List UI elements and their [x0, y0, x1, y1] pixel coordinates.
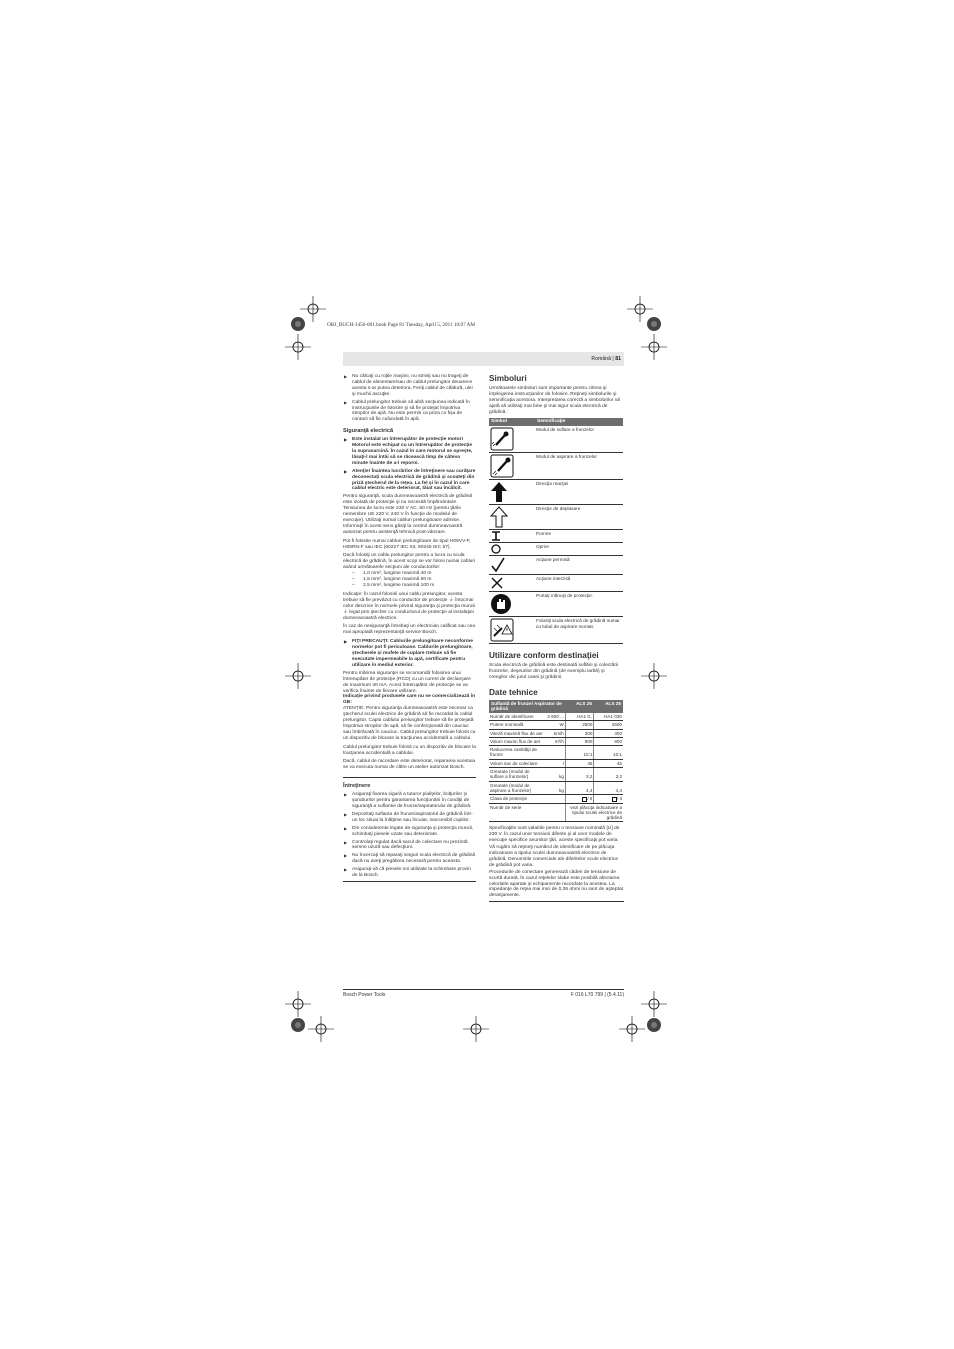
symbol-meaning: Modul de suflare a frunzelor — [535, 426, 623, 453]
gb-line: Indicaţie privind produsele care nu se comercializează în GB: — [343, 694, 476, 706]
crosshair-mark-icon — [285, 334, 311, 360]
registration-mark-icon — [641, 1012, 667, 1038]
maint-bullet: ▶ Depozitaţi suflanta de frunze/aspiratorul de grădină într-un loc situat la înălţime sau încuiat, inaccesibil copiilor. — [343, 812, 476, 824]
section-item: – 1,5 mm², lungime maximă 60 m — [343, 577, 476, 583]
maint-bullet: ▶ Asiguraţi-vă că piesele noi utilizate la schimbare provin de la Bosch. — [343, 867, 476, 879]
movement-arrow-icon — [490, 506, 534, 528]
tech-row: Reducerea cantităţii de frunze 10:1 10:1 — [490, 747, 622, 758]
symbols-heading: Simboluri — [489, 374, 527, 383]
maint-bullet: ▶ Din considerente legate de siguranţa şi protecţia muncii, schimbaţi piesele uzate sau deteriorate. — [343, 826, 476, 838]
caution-bullet: ▶ FIŢI PRECAUŢI: Cablurile prelungitoare neconforme normelor pot fi periculoase. Cablurile prelungitoare, ştecherele şi mufele de cuplare trebuie să fie executate impermeabile la apă, certificate pentru utilizare în mediul exterior. — [343, 639, 476, 669]
tech-header-model: ALS 25 — [565, 700, 594, 713]
symbol-row — [489, 480, 623, 505]
header-language: Română | — [591, 356, 616, 362]
symbols-intro: Următoarele simboluri sunt importante pentru citirea şi înţelegerea instrucţiunilor de folosire. Reţineţi simbolurile şi semnificaţia acestora. Interpretarea corectă a simbolurilor vă ajută să utilizaţi mai bine şi mai sigur scula electrică de grădină. — [489, 385, 621, 415]
reaction-arrow-icon — [490, 481, 534, 503]
section-item: – 1,0 mm², lungime maximă 40 m — [343, 571, 476, 577]
symbol-meaning: Acţiune interzisă — [535, 575, 623, 592]
tech-row: Clasa de protecţie / II / II — [490, 796, 622, 802]
crosshair-mark-icon — [308, 1016, 334, 1042]
power-off-icon — [490, 544, 534, 554]
symbol-meaning: Modul de aspirare a frunzelor — [535, 453, 623, 480]
symbol-row — [489, 617, 623, 644]
attention-paragraph: ATENŢIE: Pentru siguranţa dumneavoastră este necesar ca ştecherul sculei electrice de grădină să fie racordat la cablul prelungitor. Capla cablului prelungitor trebuie să fie protejată împotriva stropilor de apă, să fie confecţionată din cauciuc sau îmbrăcată în cauciuc. Cablul prelungitor trebuie folosit cu un dispozitiv de blocare la tracţiunea accidentală a cablului. — [343, 706, 476, 741]
symbol-row — [489, 543, 623, 556]
suction-mode-icon — [490, 454, 534, 478]
tech-row: Număr de identificare 3 600 ... HA1 0.. HA1 030 — [490, 713, 622, 719]
tech-data-heading: Date tehnice — [489, 688, 538, 698]
symbol-meaning: Pornire — [535, 530, 623, 543]
cross-icon — [490, 576, 534, 590]
tech-row: Putere nominală W 2500 2500 — [490, 722, 622, 728]
footer-brand: Bosch Power Tools — [343, 992, 386, 998]
tech-row: Volum sac de colectare l 45 45 — [490, 760, 622, 766]
symbol-meaning: Direcţie de deplasare — [535, 505, 623, 530]
right-column — [489, 374, 624, 902]
maint-bullet: ▶ Nu încercaţi să reparaţi singuri scula electrică de grădină dacă nu aveţi pregătirea necesară pentru aceasta. — [343, 853, 476, 865]
header-page-number: 81 — [615, 356, 621, 362]
tech-note: Procedurile de conectare generează căderi de tensiune de scurtă durată. În cazul reţelelor slabe este posibilă afectarea celorlalte aparate şi echipamente racordate la acestea. La impedanţe de reţea mai mici de 0,36 ohmi nu sunt de aşteptat deranjamente. — [489, 869, 624, 899]
manual-page — [343, 352, 624, 1000]
note-paragraph: În caz de nesiguranţă întrebaţi un electrician calificat sau cea mai apropiată reprezentanţă service Bosch. — [343, 624, 476, 636]
electrical-safety-heading: Siguranţă electrică — [343, 428, 394, 435]
tech-row: Număr de serie vezi plăcuţa indicatoare a tipului sculei electrice de grădină — [490, 804, 622, 821]
crosshair-mark-icon — [285, 663, 311, 689]
tech-row: Viteză maximă flux de aer km/h 300 300 — [490, 730, 622, 736]
symbol-meaning: Purtaţi mănuşi de protecţie. — [535, 592, 623, 617]
print-info-line: OBJ_BUCH-1456-001.book Page 81 Tuesday, April 5, 2011 10:07 AM — [327, 322, 476, 328]
page-footer — [343, 989, 624, 998]
tech-note: Vă rugăm să reţineţi numărul de identificare de pe plăcuţa indicatoare a tipului sculei dumneavoastră electrice de grădină. Denumirile comerciale ale diferitelor scule electrice de grădină pot varia. — [489, 845, 619, 868]
symbol-meaning: Folosiţi scula electrică de grădină numai cu tubul de aspirare montat. — [535, 617, 623, 644]
cable-paragraph: Cablul prelungitor trebuie folosit cu un dispozitiv de blocare la tracţiunea accidentală a cablului. — [343, 744, 476, 756]
tech-header-model: ALS 25 — [594, 700, 623, 713]
suction-tube-warning-icon — [490, 618, 534, 642]
footer-doc-number: F 016 L70 799 | (5.4.11) — [570, 992, 624, 998]
power-on-icon — [490, 531, 534, 541]
section-item: – 2,5 mm², lungime maximă 100 m — [343, 583, 476, 589]
tech-header-label: Suflantă de frunze/ Aspirator de grădină — [489, 700, 565, 713]
maintenance-heading: Întreţinere — [343, 783, 371, 790]
symbol-meaning: Oprire — [535, 543, 623, 556]
intended-use-text: Scula electrică de grădină este destinată suflării şi colectării frunzelor, deşeurilor din grădină (de exemplu iarbă) şi crengilor din jurul casei şi grădinii. — [489, 663, 619, 681]
elec-bullet: ▶ Este instalat un întrerupător de protecţie motor! Motorul este echipat cu un întrerupător de protecţie la suprasarcină. În cazul în care motorul se opreşte, lăsaţi-l mai întâi să se răcească timp de câteva minute înainte de a-l reporni. — [343, 437, 476, 467]
symbols-table — [489, 418, 623, 644]
crosshair-mark-icon — [463, 1016, 489, 1042]
note-paragraph: Indicaţie: În cazul folosirii unui cablu prelungitor, acesta trebuie să fie prevăzut cu conductor de protecţie ⏚ întocmai celor descrise în normele privind siguranţa şi protecţia muncii ⏚ legat prin ştecher cu conductorul de protecţie al instalaţiei dumneavoastră electrice. — [343, 591, 476, 621]
symbol-meaning: Direcţia reacţiei — [535, 480, 623, 505]
symbol-row — [489, 453, 623, 480]
symbol-row — [489, 556, 623, 575]
tech-row: Greutate (modul de suflare a frunzelor) kg 3,2 3,2 — [490, 769, 622, 780]
intro-bullet: ▶ Nu călcaţi cu roţile maşinii, nu striviţi sau nu trageţi de cablul de alimentare/sau de cablul prelungitor deoarece acesta s-ar putea deteriora. Feriţi cablul de căldură, ulei şi muchii ascuţite. — [343, 374, 476, 398]
left-column — [343, 374, 476, 882]
elec-paragraph: Pentru siguranţă, scula dumneavoastră electrică de grădină este izolată de protecţie şi nu necesită împământare. Tensiunea de lucru este 230 V AC, 50 Hz (pentru ţările nemembre UE 220 V, 240 V în funcţie de modelul de execuţie). Utilizaţi numai cabluri prelungitoare admise. Informaţii în acest sens găsiţi la centrul dumneavoastră autorizat pentru asistenţă tehnică post-vânzare. — [343, 494, 473, 535]
symbol-row — [489, 575, 623, 592]
elec-paragraph: Dacă folosiţi un cablu prelungitor pentru a lucra cu scula electrică de grădină, în acest scop se vor folosi numai cabluri având următoarele secţiuni ale conductorilor: — [343, 553, 476, 571]
blower-mode-icon — [490, 427, 534, 451]
crosshair-mark-icon — [300, 296, 326, 322]
crosshair-mark-icon — [641, 334, 667, 360]
elec-paragraph: Pot fi folosite numai cabluri prelungitoare de tipul H05VV-F, H05RN-F sau IEC (60227 IEC 53, 60245 IEC 57). — [343, 538, 471, 550]
rcd-paragraph: Pentru mărirea siguranţei se recomandă folosirea unui întrerupător de protecţie (RCD) cu un curent de declanşare de maximum 30 mA. Acest întrerupător de protecţie se va verifica înainte de fiecare utilizare. — [343, 670, 471, 694]
elec-bullet: ▶ Atenţie! Înaintea lucrărilor de întreţinere sau curăţare deconectaţi scula electrică de grădină şi scoateţi din priză ştecherul de la reţea. La fel şi în cazul în care cablul electric este deteriorat, tăiat sau încâlcit. — [343, 469, 476, 493]
tech-data-table — [489, 700, 623, 822]
symbol-row — [489, 426, 623, 453]
tech-row: Volum maxim flux de aer m³/h 800 800 — [490, 738, 622, 744]
gloves-icon — [490, 593, 534, 615]
crosshair-mark-icon — [641, 663, 667, 689]
symbols-col-meaning: Semnificaţie — [535, 418, 623, 426]
symbols-col-symbol: Simbol — [489, 418, 535, 426]
symbol-row — [489, 505, 623, 530]
symbol-row — [489, 592, 623, 617]
symbol-meaning: Acţiune permisă — [535, 556, 623, 575]
tech-row: Greutate (modul de aspirare a frunzelor) kg 4,4 4,4 — [490, 782, 622, 793]
crosshair-mark-icon — [627, 296, 653, 322]
intended-use-heading: Utilizare conform destinaţiei — [489, 651, 599, 661]
page-header — [343, 352, 624, 366]
maint-bullet: ▶ Asiguraţi fixarea sigură a tuturor piuliţelor, bolţurilor şi şuruburilor pentru garantarea funcţionării în condiţii de siguranţă a suflantei de frunze/aspiratorului de grădină. — [343, 792, 476, 810]
intro-bullet: ▶ Cablul prelungitor trebuie să aibă secţiunea indicată în instrucţiunile de folosire şi să fie protejat împotriva stropilor de apă. Nu este permis ca priza cu fişa de contact să fie cufundată în apă. — [343, 400, 476, 424]
cable-paragraph: Dacă, cablul de racordare este deteriorat, repararea acestuia se va executa numai de către un atelier autorizat Bosch. — [343, 759, 476, 771]
maint-bullet: ▶ Controlaţi regulat dacă sacul de colectare nu prezintă semne uzură sau defecţiuni. — [343, 840, 476, 852]
checkmark-icon — [490, 557, 534, 573]
symbol-row — [489, 530, 623, 543]
tech-note: Specificaţiile sunt valabile pentru o tensiune nominală [U] de 230 V. În cazul unor tensiuni diferite şi al unor modele de execuţie specifice anumitor ţări, aceste specificaţii pot varia. — [489, 826, 620, 844]
